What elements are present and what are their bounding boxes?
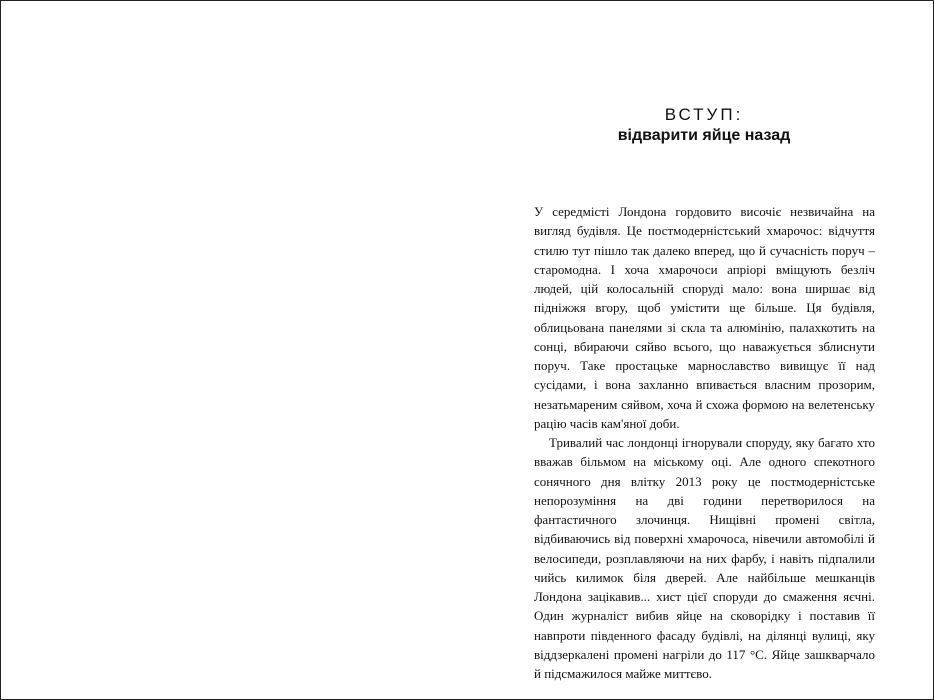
chapter-subtitle: відварити яйце назад: [617, 127, 791, 144]
chapter-body: [534, 202, 875, 683]
paragraph: У середмісті Лондона гордовито височіє незвичайна на вигляд будівля. Це постмодерністський хмарочос: відчуття стилю тут пішло так далеко вперед, що й сучасність поруч – старомодна. І хоча хмарочоси апріорі вміщують безліч людей, цій колосальній споруді мало: вона ширшає від підніжжя вгору, щоб умістити ще більше. Ця будівля, облицьована панелями зі скла та алюмінію, палахкотить на сонці, вбираючи сяйво всього, що наважується зблиснути поруч. Таке простацьке марнославство вивищує її над сусідами, і вона захланно впивається власним прозорим, незатьмареним сяйвом, хоча й схожа формою на велетенську рацію часів кам'яної доби.: [534, 204, 875, 431]
right-page: [467, 1, 933, 699]
left-page-blank: [1, 1, 467, 699]
paragraph: Тривалий час лондонці ігнорували споруду, яку багато хто вважав більмом на міському оці. Але одного спекотного сонячного дня влітку 2013 року це постмодерністське непорозуміння на дві години перетворилося на фантастичного злочинця. Нищівні промені світла, відбиваючись від поверхні хмарочоса, нівечили автомобілі й велосипеди, розплавляючи на них фарбу, і навіть підпалили чийсь килимок біля дверей. Але найбільше мешканців Лондона зацікавив... хист цієї споруди до смаження яєчні. Один журналіст вибив яйце на сковорідку і поставив її навпроти південного фасаду будівлі, на ділянці вулиці, яку віддзеркалені промені нагріли до 117 °C. Яйце зашкварчало й підсмажилося майже миттєво.: [534, 435, 875, 681]
chapter-title: ВСТУП:: [664, 105, 744, 124]
